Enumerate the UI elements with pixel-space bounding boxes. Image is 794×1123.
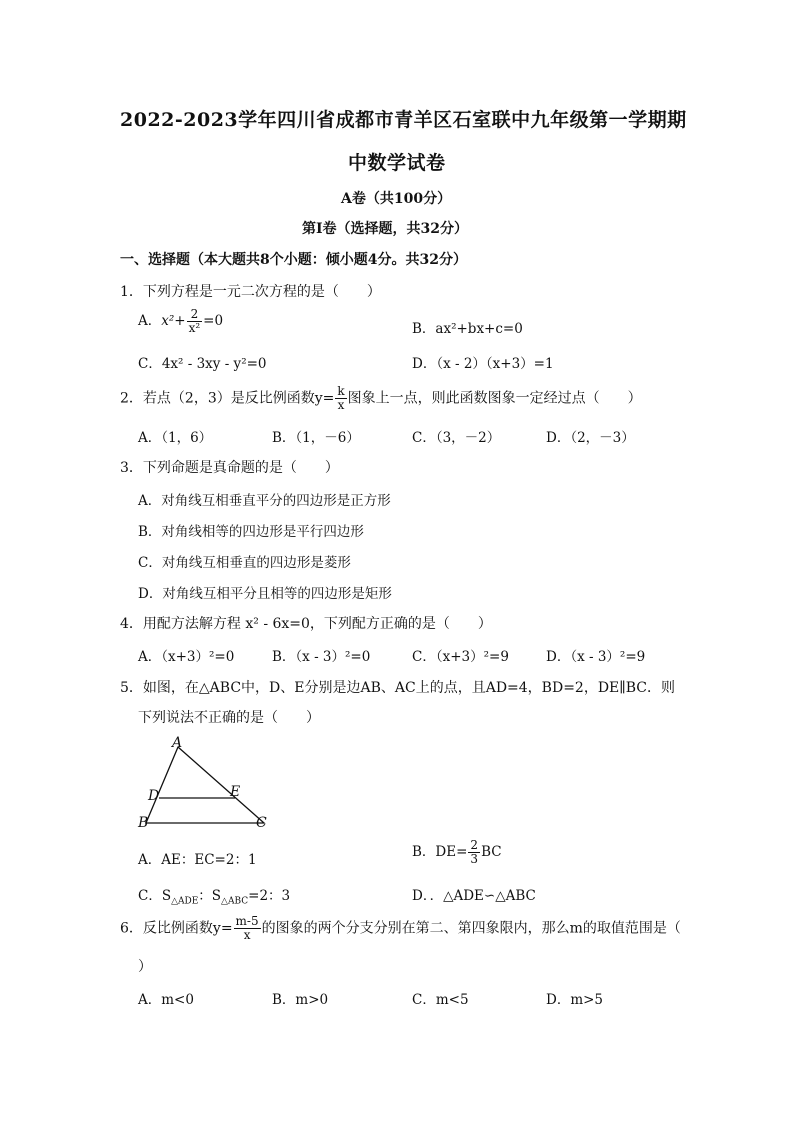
question-2-option-c: C．（3，－2） [412,430,501,446]
fraction-numerator: 2 [470,838,479,852]
stem-suffix: 的图象的两个分支分别在第二、第四象限内，那么m的取值范围是（ [261,920,681,937]
question-5-stem-line1: 5．如图，在△ABC中，D、E分别是边AB、AC上的点，且AD=4，BD=2，DE∥BC．则 [120,680,676,696]
question-2-option-a: A．（1，6） [138,430,213,446]
question-4-option-d: D．（x - 3）²=9 [546,649,646,665]
fraction-denominator: x [243,928,251,942]
question-1-option-a [138,308,223,335]
question-6-stem-line1 [120,915,681,942]
option-a-prefix: A． [138,313,162,329]
question-5-stem-line2: 下列说法不正确的是（ ） [138,710,320,726]
fraction [187,308,203,335]
question-2-stem [120,385,642,412]
option-a-term: x²+ [161,313,186,329]
option-b-prefix: B．DE= [412,844,468,860]
question-6-option-c: C．m<5 [412,992,469,1008]
section-1-heading: 一、选择题（本大题共8个小题：倾小题4分。共32分） [120,252,467,268]
fraction-denominator: 3 [470,852,479,866]
question-3-option-a: A．对角线互相垂直平分的四边形是正方形 [138,493,391,509]
part-1-heading: 第Ⅰ卷（选择题，共32分） [302,221,469,237]
question-5-option-b [412,839,502,866]
fraction-denominator: x² [188,321,201,335]
question-3-stem: 3．下列命题是真命题的是（ ） [120,460,339,476]
question-3-option-d: D．对角线互相平分且相等的四边形是矩形 [138,586,392,602]
part-a-heading: A卷（共100分） [341,191,452,207]
label-a: A [172,735,183,751]
question-4-option-a: A．（x+3）²=0 [138,649,235,665]
label-c: C [256,815,267,831]
fraction [468,839,480,866]
triangle-figure [132,733,292,833]
question-2-option-d: D．（2，－3） [546,430,635,446]
fraction-denominator: x [337,398,345,412]
question-6-option-b: B．m>0 [272,992,329,1008]
label-e: E [230,784,241,800]
fraction-numerator: 2 [187,308,203,322]
subscript: △ABC [221,896,249,907]
question-1-stem: 1．下列方程是一元二次方程的是（ ） [120,284,381,300]
fraction [335,385,346,412]
question-5-option-d: D．．△ADE∽△ABC [412,888,536,904]
fraction [234,915,261,942]
question-1-option-d: D．（x - 2）（x+3）=1 [412,356,554,372]
exam-title-line2: 中数学试卷 [348,152,446,174]
question-6-option-a: A．m<0 [138,992,194,1008]
option-a-suffix: =0 [203,313,224,329]
question-6-stem-line2: ） [138,959,152,975]
question-4-stem: 4．用配方法解方程 x² - 6x=0，下列配方正确的是（ ） [120,616,492,632]
question-1-option-b: B．ax²+bx+c=0 [412,321,523,337]
question-4-option-c: C．（x+3）²=9 [412,649,509,665]
question-4-option-b: B．（x - 3）²=0 [272,649,371,665]
option-c-mid: ：S [198,888,222,904]
question-2-option-b: B．（1，－6） [272,430,360,446]
question-1-option-c: C．4x² - 3xy - y²=0 [138,356,267,372]
label-d: D [148,788,160,804]
fraction-numerator: k [337,384,345,398]
fraction-numerator: m-5 [235,914,259,928]
question-6-option-d: D．m>5 [546,992,604,1008]
stem-prefix: 2．若点（2，3）是反比例函数y= [120,390,335,407]
question-5-option-c [138,884,290,907]
label-b: B [138,815,149,831]
stem-prefix: 6．反比例函数y= [120,920,233,937]
option-c-suffix: =2：3 [248,888,291,904]
option-c-prefix: C．S [138,888,172,904]
option-b-suffix: BC [481,844,502,860]
stem-suffix: 图象上一点，则此函数图象一定经过点（ ） [347,390,642,407]
question-3-option-c: C．对角线互相垂直的四边形是菱形 [138,555,351,571]
question-5-option-a: A．AE：EC=2：1 [138,852,257,868]
triangle-abc [146,747,264,823]
exam-title-line1: 2022-2023学年四川省成都市青羊区石室联中九年级第一学期期 [120,109,687,131]
question-3-option-b: B．对角线相等的四边形是平行四边形 [138,524,364,540]
subscript: △ADE [171,896,199,907]
